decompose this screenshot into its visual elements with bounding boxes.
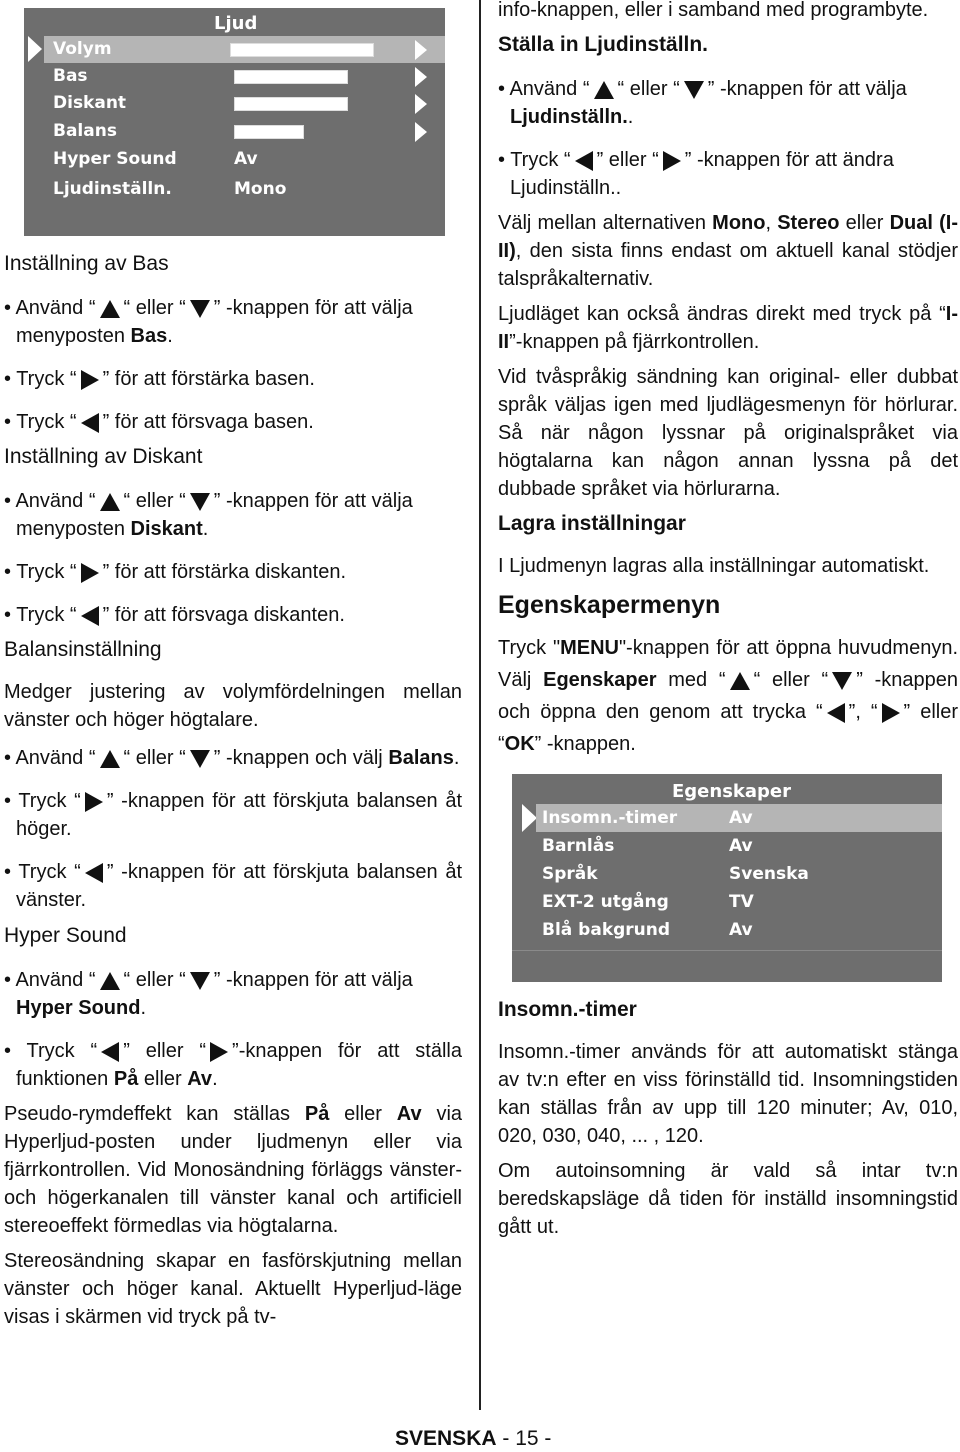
pseudo-paragraph: Pseudo-rymdeffekt kan ställas På eller Av via Hyperljud-posten under ljudmenyn eller via fjärrkontrollen. Vid Monosändning förläggs vänster- och högerkanalen till vänster kanal och artificiell stereoeffekt förmedlas via högtalarna. [4,1103,463,1237]
bilingual-paragraph: Vid tvåspråkig sändning kan original- eller dubbat språk väljas igen med ljudlägesmenyn för hörlurar. Så när någon lyssnar på originalspråket via högtalarna kan någon annan lyssna på det dubbade språket via hörlurarna. [498,366,958,500]
ljud-menu-row-bas[interactable] [48,63,445,90]
stereo-paragraph: Stereosändning skapar en fasförskjutning mellan vänster och höger kanal. Aktuellt Hyperljud-läge visas i skärmen vid tryck på tv- [4,1250,462,1328]
left-arrow-icon [575,151,593,171]
down-arrow-icon [190,750,210,768]
left-arrow-icon [81,413,99,433]
menu-row-value: Av [729,836,753,856]
up-arrow-icon [100,300,120,318]
up-arrow-icon [100,750,120,768]
egenskaper-heading: Egenskapermenyn [498,591,721,619]
lagra-heading: Lagra inställningar [498,512,686,535]
left-arrow-icon [101,1042,119,1062]
left-arrow-icon [85,863,103,883]
i-ii-paragraph: Ljudläget kan också ändras direkt med tryck på “I-II”-knappen på fjärrkontrollen. [498,303,958,353]
balans-heading: Balansinställning [4,638,162,661]
egen-menu-row-bla-bakgrund[interactable] [536,916,942,944]
left-column [4,0,462,1331]
egenskaper-paragraph: Tryck "MENU"-knappen för att öppna huvudmenyn. Välj Egenskaper med “ “ eller “ ” -knappen och öppna den genom att trycka “ ”, “ ” eller “OK” -knappen. [498,637,959,755]
insomn-paragraph-2: Om autoinsomning är vald så intar tv:n beredskapsläge då tiden för inställd insomningstid gått ut. [498,1160,958,1238]
egen-menu-row-barnlas[interactable] [536,832,942,860]
balance-level-bar [234,125,304,139]
right-arrow-icon [85,792,103,812]
footer-page-number: - 15 - [496,1427,552,1450]
egen-menu-row-ext2[interactable] [536,888,942,916]
mono-paragraph: Välj mellan alternativen Mono, Stereo eller Dual (I-II), den sista finns endast om aktuell kanal stödjer talspråkalternativ. [498,212,958,290]
continued-paragraph: info-knappen, eller i samband med programbyte. [498,0,929,21]
diskant-step-3: • Tryck “ ” för att försvaga diskanten. [4,604,345,626]
ljud-menu-row-volym[interactable] [44,36,445,63]
right-arrow-icon [210,1042,228,1062]
ljud-menu-title: Ljud [214,13,258,34]
hyper-step-1: • Använd “ “ eller “ ” -knappen för att välja Hyper Sound. [4,969,413,1019]
ljud-menu-row-hypersound[interactable] [48,146,445,173]
balans-intro: Medger justering av volymfördelningen mellan vänster och höger högtalare. [4,681,462,731]
menu-row-label: Bas [53,66,88,86]
left-arrow-icon [81,606,99,626]
down-arrow-icon [832,672,852,690]
page-footer [395,1425,551,1452]
right-arrow-icon [81,563,99,583]
bass-level-bar [234,70,348,84]
up-arrow-icon [730,672,750,690]
lagra-paragraph: I Ljudmenyn lagras alla inställningar automatiskt. [498,555,930,577]
balans-step-1: • Använd “ “ eller “ ” -knappen och välj Balans. [4,747,460,769]
egen-menu-row-insomn[interactable] [536,804,942,832]
menu-row-value: Av [234,149,258,169]
right-arrow-icon [415,122,427,142]
ljud-menu-row-ljudinstalln[interactable] [48,176,445,203]
selection-arrow-icon [522,804,537,832]
right-arrow-icon [663,151,681,171]
menu-row-label: Språk [542,864,598,884]
bas-step-3: • Tryck “ ” för att försvaga basen. [4,411,314,433]
right-arrow-icon [882,703,900,723]
treble-level-bar [234,97,348,111]
menu-row-label: Volym [53,39,112,59]
menu-row-label: Ljudinställn. [53,179,172,199]
column-divider [479,0,481,1410]
insomn-heading: Insomn.-timer [498,998,637,1021]
up-arrow-icon [100,493,120,511]
ljud-menu [24,8,445,236]
up-arrow-icon [100,972,120,990]
menu-row-label: Balans [53,121,117,141]
menu-row-label: Diskant [53,93,127,113]
bas-step-1: • Använd “ “ eller “ ” -knappen för att välja menyposten Bas. [4,297,413,347]
up-arrow-icon [594,81,614,99]
ljud-menu-row-diskant[interactable] [48,90,445,117]
ljud-step-1: • Använd “ “ eller “ ” -knappen för att välja Ljudinställn.. [498,78,907,128]
footer-language: SVENSKA [395,1427,497,1450]
egenskaper-menu-title: Egenskaper [672,781,792,802]
menu-row-label: Insomn.-timer [542,808,678,828]
diskant-heading: Inställning av Diskant [4,445,203,468]
balans-step-3: • Tryck “ ” -knappen för att förskjuta balansen åt vänster. [4,861,462,911]
menu-row-label: Barnlås [542,836,615,856]
right-arrow-icon [415,94,427,114]
right-arrow-icon [415,67,427,87]
menu-row-value: Svenska [729,864,809,884]
volume-level-bar [230,43,374,57]
menu-row-value: TV [729,892,754,912]
down-arrow-icon [190,300,210,318]
right-arrow-icon [81,370,99,390]
diskant-step-1: • Använd “ “ eller “ ” -knappen för att välja menyposten Diskant. [4,490,413,540]
selection-arrow-icon [28,36,42,62]
diskant-step-2: • Tryck “ ” för att förstärka diskanten. [4,561,346,583]
menu-footer [512,950,942,982]
down-arrow-icon [190,972,210,990]
hyper-sound-heading: Hyper Sound [4,924,127,947]
menu-row-value: Mono [234,179,287,199]
bas-heading: Inställning av Bas [4,252,169,275]
menu-row-label: Hyper Sound [53,149,177,169]
menu-row-label: EXT-2 utgång [542,892,669,912]
egen-menu-row-sprak[interactable] [536,860,942,888]
right-column [498,0,958,1241]
menu-row-label: Blå bakgrund [542,920,671,940]
balans-step-2: • Tryck “ ” -knappen för att förskjuta balansen åt höger. [4,790,462,840]
ljud-menu-row-balans[interactable] [48,118,445,145]
insomn-paragraph-1: Insomn.-timer används för att automatiskt stänga av tv:n efter en viss förinställd tid. Insomningstiden kan ställas från av upp till 120 minuter; Av, 010, 020, 030, 040, ... , 120. [498,1041,958,1147]
ljudinstalln-heading: Ställa in Ljudinställn. [498,33,709,56]
menu-row-value: Av [729,808,753,828]
right-arrow-icon [415,40,427,60]
menu-row-value: Av [729,920,753,940]
down-arrow-icon [190,493,210,511]
egenskaper-menu [512,774,942,982]
hyper-step-2: • Tryck “ ” eller “ ”-knappen för att ställa funktionen På eller Av. [4,1040,462,1090]
left-arrow-icon [827,703,845,723]
ljud-step-2: • Tryck “ ” eller “ ” -knappen för att ändra Ljudinställn.. [498,149,894,199]
down-arrow-icon [684,81,704,99]
bas-step-2: • Tryck “ ” för att förstärka basen. [4,368,315,390]
